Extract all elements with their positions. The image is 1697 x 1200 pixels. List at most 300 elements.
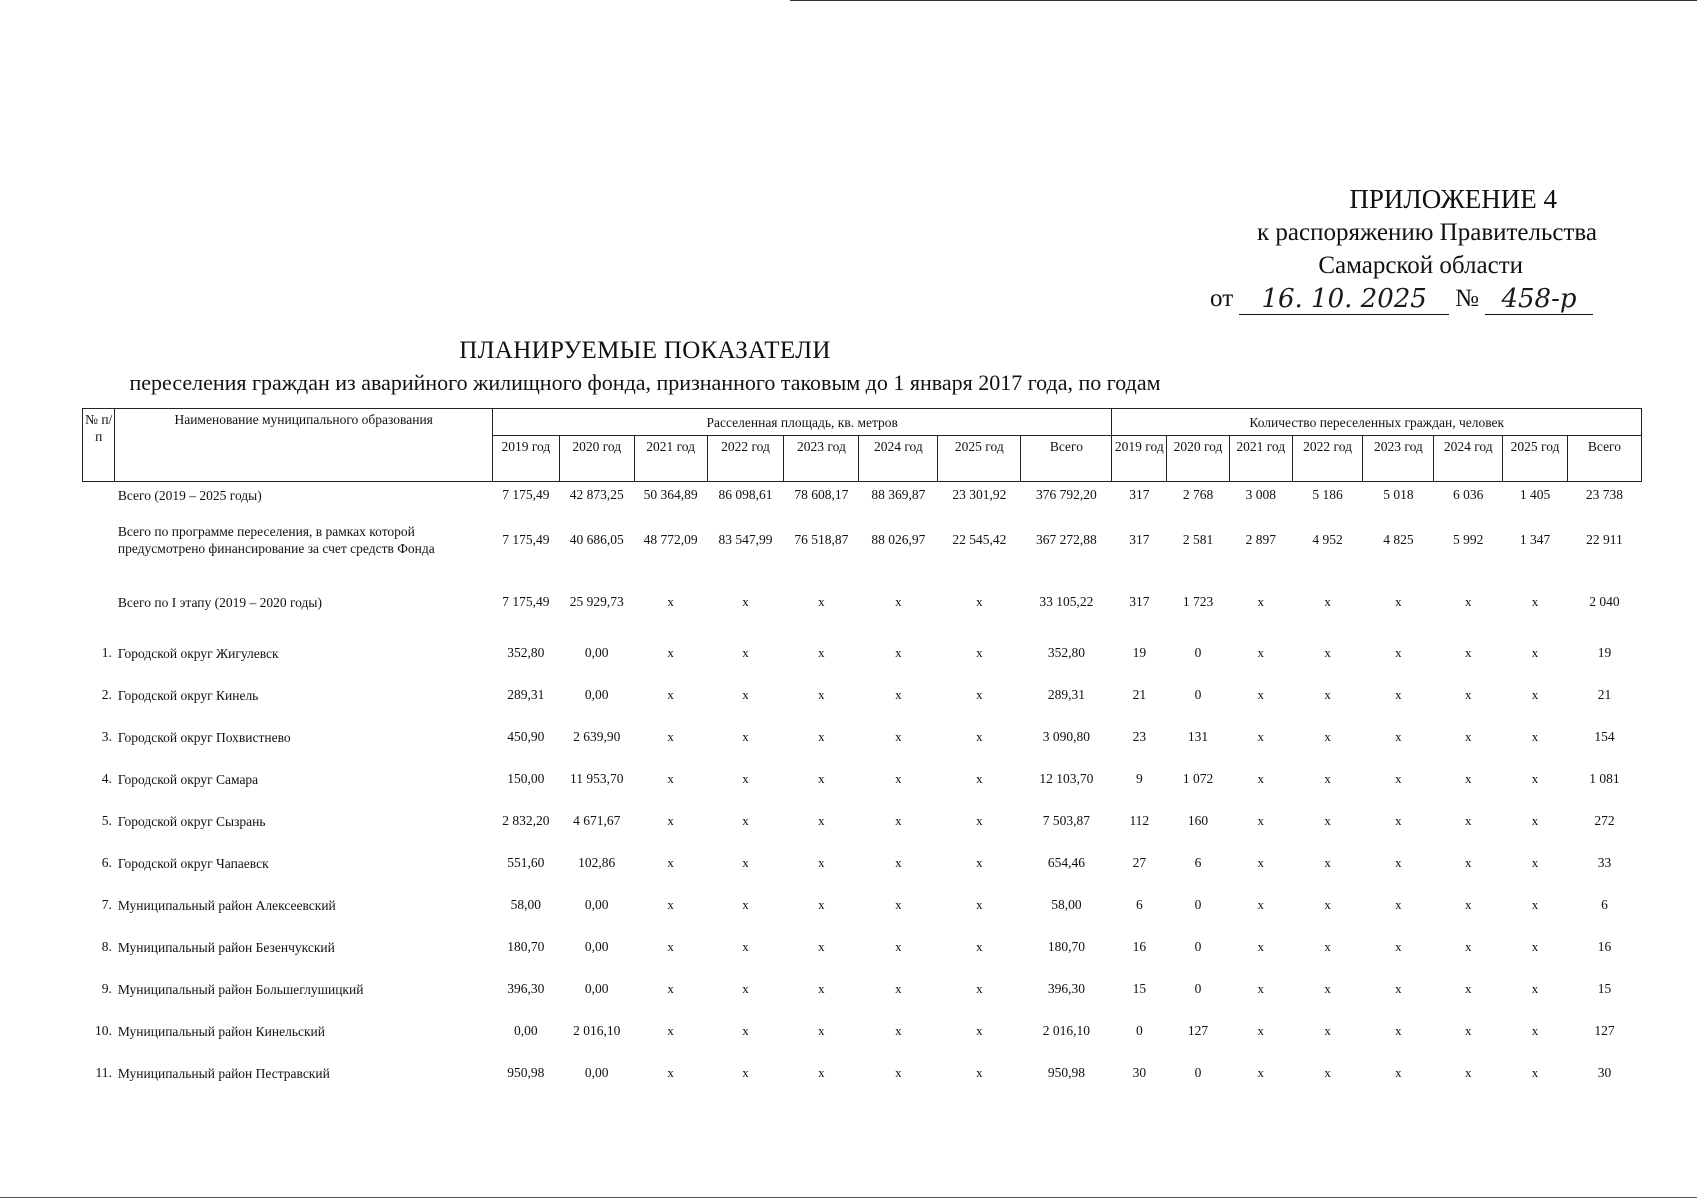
area-cell: x	[742, 939, 749, 954]
area-cell: x	[818, 939, 825, 954]
area-cell: x	[818, 771, 825, 786]
area-cell: 50 364,89	[643, 487, 698, 502]
area-cell: 352,80	[507, 645, 545, 660]
header-row-groups	[83, 409, 1642, 436]
people-cell: x	[1395, 1065, 1402, 1080]
header-people-col-1: 2020 год	[1167, 436, 1230, 482]
area-cell: 11 953,70	[569, 771, 624, 786]
people-cell: x	[1464, 687, 1472, 702]
area-cell: x	[742, 729, 749, 744]
area-cell: x	[818, 729, 825, 744]
header-area-col-5: 2024 год	[859, 436, 938, 482]
area-cell: x	[976, 729, 983, 744]
people-cell: x	[1395, 981, 1402, 996]
area-cell: x	[818, 645, 825, 660]
row-number: 11.	[95, 1065, 112, 1080]
area-cell: x	[895, 687, 902, 702]
people-cell: 127	[1594, 1023, 1615, 1038]
area-cell: 450,90	[507, 729, 545, 744]
area-cell: 86 098,61	[718, 487, 773, 502]
header-people-col-2: 2021 год	[1229, 436, 1292, 482]
area-cell: x	[895, 1065, 902, 1080]
area-cell: x	[818, 687, 825, 702]
people-cell: 6	[1601, 897, 1608, 912]
people-cell: x	[1324, 687, 1331, 702]
area-cell: x	[818, 594, 825, 609]
people-cell: x	[1464, 981, 1472, 996]
people-cell: x	[1395, 1023, 1402, 1038]
people-cell: 0	[1194, 1065, 1202, 1080]
row-number: 10.	[95, 1023, 112, 1038]
people-cell: 317	[1129, 532, 1150, 547]
table-row	[83, 716, 1642, 758]
area-cell: x	[667, 645, 674, 660]
area-cell: x	[976, 855, 983, 870]
area-cell: 396,30	[1047, 981, 1085, 996]
area-cell: x	[667, 594, 674, 609]
people-cell: x	[1531, 981, 1539, 996]
people-cell: x	[1257, 981, 1265, 996]
people-cell: x	[1324, 939, 1331, 954]
header-area-col-0: 2019 год	[492, 436, 559, 482]
people-cell: 6	[1194, 855, 1202, 870]
scan-edge-bottom	[0, 1197, 1697, 1198]
people-cell: 16	[1132, 939, 1147, 954]
number-label: №	[1455, 285, 1479, 312]
area-cell: 102,86	[578, 855, 616, 870]
row-municipality: Городской округ Сызрань	[117, 813, 266, 829]
people-cell: 19	[1132, 645, 1147, 660]
area-cell: 0,00	[584, 687, 609, 702]
header-number: № п/п	[83, 409, 115, 482]
people-cell: x	[1531, 594, 1539, 609]
people-cell: x	[1257, 1065, 1265, 1080]
area-cell: x	[742, 645, 749, 660]
header-area-col-3: 2022 год	[707, 436, 784, 482]
row-municipality: Всего (2019 – 2025 годы)	[117, 487, 262, 503]
header-area-col-7: Всего	[1021, 436, 1112, 482]
header-area-col-1: 2020 год	[559, 436, 634, 482]
area-cell: 180,70	[507, 939, 545, 954]
people-cell: 131	[1187, 729, 1209, 744]
area-cell: 7 175,49	[502, 487, 550, 502]
people-cell: 317	[1129, 487, 1150, 502]
people-cell: x	[1257, 687, 1265, 702]
table-row	[83, 508, 1642, 572]
area-cell: x	[976, 687, 983, 702]
order-number-handwritten: 458-р	[1485, 284, 1593, 315]
appendix-line-2: к распоряжению Правительства	[1256, 219, 1597, 246]
people-cell: x	[1395, 897, 1402, 912]
row-municipality: Всего по I этапу (2019 – 2020 годы)	[117, 594, 322, 610]
area-cell: x	[742, 813, 749, 828]
people-cell: x	[1395, 729, 1402, 744]
area-cell: 551,60	[507, 855, 545, 870]
area-cell: x	[818, 897, 825, 912]
area-cell: x	[667, 687, 674, 702]
table-row	[83, 842, 1642, 884]
people-cell: x	[1257, 939, 1265, 954]
people-cell: x	[1257, 897, 1265, 912]
area-cell: x	[895, 981, 902, 996]
people-cell: 0	[1194, 897, 1202, 912]
area-cell: x	[742, 1065, 749, 1080]
area-cell: x	[895, 594, 902, 609]
area-cell: x	[742, 771, 749, 786]
area-cell: x	[667, 729, 674, 744]
document-subtitle: переселения граждан из аварийного жилищного фонда, признанного таковым до 1 января 2017 года, по годам	[129, 370, 1161, 395]
area-cell: x	[818, 855, 825, 870]
people-cell: 6	[1135, 897, 1143, 912]
people-cell: 154	[1594, 729, 1615, 744]
people-cell: x	[1464, 771, 1472, 786]
area-cell: 0,00	[584, 981, 609, 996]
header-people-col-4: 2023 год	[1363, 436, 1434, 482]
people-cell: x	[1324, 1065, 1331, 1080]
area-cell: 0,00	[584, 939, 609, 954]
people-cell: 23 738	[1585, 487, 1624, 502]
document-title: ПЛАНИРУЕМЫЕ ПОКАЗАТЕЛИ	[459, 337, 831, 364]
area-cell: x	[818, 1023, 825, 1038]
area-cell: x	[895, 939, 902, 954]
area-cell: x	[818, 1065, 825, 1080]
people-cell: x	[1464, 855, 1472, 870]
people-cell: x	[1324, 594, 1331, 609]
people-cell: x	[1257, 594, 1265, 609]
area-cell: 950,98	[1047, 1065, 1085, 1080]
row-number: 6.	[101, 855, 112, 870]
people-cell: x	[1257, 1023, 1265, 1038]
area-cell: x	[742, 897, 749, 912]
header-group-people: Количество переселенных граждан, человек	[1112, 409, 1642, 436]
table-row	[83, 632, 1642, 674]
area-cell: x	[742, 855, 749, 870]
people-cell: 6 036	[1453, 487, 1484, 502]
header-people-col-5: 2024 год	[1434, 436, 1503, 482]
people-cell: x	[1464, 729, 1472, 744]
people-cell: x	[1324, 1023, 1331, 1038]
row-number: 9.	[101, 981, 112, 996]
row-number: 5.	[101, 813, 112, 828]
people-cell: x	[1324, 729, 1331, 744]
people-cell: x	[1324, 897, 1331, 912]
area-cell: x	[667, 981, 674, 996]
area-cell: 7 175,49	[502, 594, 550, 609]
header-people-col-6: 2025 год	[1503, 436, 1568, 482]
area-cell: 2 832,20	[502, 813, 550, 828]
people-cell: x	[1257, 771, 1265, 786]
appendix-title: ПРИЛОЖЕНИЕ 4	[1349, 184, 1557, 214]
people-cell: 0	[1194, 939, 1202, 954]
table-row	[83, 572, 1642, 632]
people-cell: 5 186	[1312, 487, 1343, 502]
area-cell: x	[976, 981, 983, 996]
indicators-table	[82, 408, 1642, 1094]
row-municipality: Городской округ Похвистнево	[117, 729, 291, 745]
row-number: 4.	[101, 771, 112, 786]
people-cell: x	[1395, 771, 1402, 786]
area-cell: x	[976, 645, 983, 660]
area-cell: x	[667, 771, 674, 786]
area-cell: x	[742, 594, 749, 609]
people-cell: x	[1257, 645, 1265, 660]
area-cell: 367 272,88	[1036, 532, 1097, 547]
people-cell: 0	[1135, 1023, 1143, 1038]
area-cell: x	[667, 1065, 674, 1080]
people-cell: x	[1531, 813, 1539, 828]
area-cell: 88 026,97	[871, 532, 926, 547]
area-cell: 58,00	[1051, 897, 1082, 912]
people-cell: 2 768	[1182, 487, 1214, 502]
row-municipality: Муниципальный район Большеглушицкий	[117, 981, 364, 997]
people-cell: 112	[1129, 813, 1150, 828]
people-cell: x	[1531, 729, 1539, 744]
people-cell: 21	[1597, 687, 1612, 702]
table-row	[83, 1010, 1642, 1052]
people-cell: x	[1395, 939, 1402, 954]
area-cell: 78 608,17	[794, 487, 849, 502]
area-cell: 25 929,73	[569, 594, 624, 609]
row-municipality: Городской округ Кинель	[117, 687, 259, 703]
area-cell: 48 772,09	[643, 532, 698, 547]
header-people-col-0: 2019 год	[1112, 436, 1167, 482]
area-cell: 12 103,70	[1039, 771, 1094, 786]
people-cell: 160	[1187, 813, 1209, 828]
people-cell: 27	[1132, 855, 1147, 870]
area-cell: 0,00	[584, 645, 609, 660]
area-cell: x	[818, 813, 825, 828]
appendix-block	[1177, 183, 1597, 315]
people-cell: 23	[1132, 729, 1147, 744]
row-number: 2.	[101, 687, 112, 702]
area-cell: x	[976, 1065, 983, 1080]
people-cell: 15	[1597, 981, 1612, 996]
people-cell: x	[1324, 645, 1331, 660]
area-cell: x	[976, 813, 983, 828]
area-cell: 0,00	[584, 897, 609, 912]
area-cell: x	[895, 813, 902, 828]
people-cell: x	[1531, 771, 1539, 786]
area-cell: 7 503,87	[1042, 813, 1091, 828]
area-cell: x	[742, 981, 749, 996]
table-row	[83, 758, 1642, 800]
area-cell: x	[667, 939, 674, 954]
people-cell: x	[1464, 1065, 1472, 1080]
people-cell: x	[1324, 981, 1331, 996]
header-people-col-7: Всего	[1567, 436, 1641, 482]
people-cell: 1 723	[1182, 594, 1214, 609]
people-cell: x	[1395, 645, 1402, 660]
area-cell: 7 175,49	[502, 532, 550, 547]
people-cell: 5 992	[1453, 532, 1484, 547]
people-cell: x	[1531, 897, 1539, 912]
area-cell: x	[667, 1023, 674, 1038]
area-cell: x	[895, 855, 902, 870]
row-number	[83, 508, 115, 572]
table-row	[83, 674, 1642, 716]
area-cell: 83 547,99	[718, 532, 773, 547]
area-cell: 0,00	[584, 1065, 609, 1080]
area-cell: 40 686,05	[569, 532, 624, 547]
people-cell: 3 008	[1245, 487, 1276, 502]
area-cell: 0,00	[514, 1023, 538, 1038]
row-number: 7.	[101, 897, 112, 912]
people-cell: 4 952	[1312, 532, 1343, 547]
people-cell: 1 072	[1182, 771, 1214, 786]
people-cell: x	[1395, 687, 1402, 702]
appendix-line-3: Самарской области	[1318, 252, 1523, 279]
header-municipality: Наименование муниципального образования	[115, 409, 493, 482]
people-cell: x	[1531, 1065, 1539, 1080]
area-cell: 33 105,22	[1039, 594, 1094, 609]
people-cell: x	[1395, 594, 1402, 609]
people-cell: 9	[1135, 771, 1143, 786]
people-cell: 30	[1132, 1065, 1147, 1080]
people-cell: 1 081	[1589, 771, 1620, 786]
header-area-col-2: 2021 год	[634, 436, 707, 482]
people-cell: 33	[1597, 855, 1612, 870]
area-cell: 289,31	[507, 687, 545, 702]
order-date-handwritten: 16. 10. 2025	[1239, 284, 1449, 315]
people-cell: 2 897	[1245, 532, 1276, 547]
area-cell: 2 016,10	[1042, 1023, 1091, 1038]
people-cell: 2 581	[1182, 532, 1214, 547]
people-cell: 0	[1194, 981, 1202, 996]
people-cell: x	[1257, 855, 1265, 870]
area-cell: 950,98	[507, 1065, 545, 1080]
people-cell: x	[1464, 897, 1472, 912]
area-cell: 396,30	[507, 981, 545, 996]
header-area-col-4: 2023 год	[784, 436, 859, 482]
area-cell: x	[818, 981, 825, 996]
area-cell: 2 016,10	[573, 1023, 621, 1038]
area-cell: x	[667, 813, 674, 828]
area-cell: x	[976, 897, 983, 912]
row-municipality: Муниципальный район Пестравский	[117, 1065, 330, 1081]
row-municipality: Городской округ Чапаевск	[117, 855, 269, 871]
area-cell: x	[895, 645, 902, 660]
header-area-col-6: 2025 год	[938, 436, 1021, 482]
row-municipality: Муниципальный район Безенчукский	[117, 939, 335, 955]
area-cell: 654,46	[1047, 855, 1085, 870]
table-row	[83, 1052, 1642, 1094]
people-cell: x	[1464, 594, 1472, 609]
row-number: 8.	[101, 939, 112, 954]
area-cell: 88 369,87	[871, 487, 926, 502]
area-cell: 180,70	[1047, 939, 1085, 954]
area-cell: 150,00	[507, 771, 545, 786]
row-number	[83, 482, 115, 509]
table-row	[83, 968, 1642, 1010]
people-cell: x	[1257, 729, 1265, 744]
people-cell: x	[1531, 855, 1539, 870]
row-municipality: Муниципальный район Кинельский	[117, 1023, 325, 1039]
people-cell: x	[1531, 645, 1539, 660]
row-municipality: Муниципальный район Алексеевский	[117, 897, 336, 913]
people-cell: x	[1464, 645, 1472, 660]
area-cell: x	[895, 729, 902, 744]
appendix-order-line	[1177, 282, 1597, 315]
area-cell: 58,00	[510, 897, 542, 912]
table-row	[83, 800, 1642, 842]
people-cell: x	[1395, 813, 1402, 828]
people-cell: 272	[1594, 813, 1615, 828]
table-row	[83, 482, 1642, 509]
area-cell: x	[976, 939, 983, 954]
row-municipality: Городской округ Жигулевск	[117, 645, 279, 661]
people-cell: 127	[1187, 1023, 1209, 1038]
area-cell: 76 518,87	[794, 532, 849, 547]
area-cell: x	[667, 855, 674, 870]
people-cell: 22 911	[1586, 532, 1623, 547]
people-cell: x	[1531, 687, 1539, 702]
area-cell: 352,80	[1047, 645, 1085, 660]
area-cell: 23 301,92	[952, 487, 1007, 502]
scan-edge-top	[790, 0, 1697, 1]
area-cell: x	[976, 771, 983, 786]
table-row	[83, 926, 1642, 968]
people-cell: 30	[1597, 1065, 1612, 1080]
area-cell: 289,31	[1047, 687, 1085, 702]
people-cell: 0	[1194, 687, 1202, 702]
people-cell: x	[1395, 855, 1402, 870]
row-municipality: Городской округ Самара	[117, 771, 259, 787]
area-cell: x	[976, 1023, 983, 1038]
people-cell: 1 405	[1519, 487, 1551, 502]
people-cell: 5 018	[1383, 487, 1414, 502]
area-cell: 4 671,67	[573, 813, 621, 828]
area-cell: 376 792,20	[1036, 487, 1097, 502]
area-cell: 3 090,80	[1042, 729, 1091, 744]
people-cell: 16	[1597, 939, 1612, 954]
row-number	[83, 572, 115, 632]
area-cell: x	[976, 594, 983, 609]
from-label: от	[1210, 285, 1234, 312]
people-cell: 19	[1597, 645, 1612, 660]
row-number: 3.	[101, 729, 112, 744]
row-municipality: Всего по программе переселения, в рамках которой предусмотрено финансирование за счет средств Фонда	[117, 524, 435, 556]
people-cell: x	[1531, 1023, 1539, 1038]
area-cell: x	[742, 687, 749, 702]
people-cell: 4 825	[1383, 532, 1414, 547]
people-cell: x	[1464, 813, 1472, 828]
area-cell: 42 873,25	[569, 487, 624, 502]
people-cell: x	[1531, 939, 1539, 954]
people-cell: x	[1257, 813, 1265, 828]
people-cell: 0	[1194, 645, 1202, 660]
header-group-area: Расселенная площадь, кв. метров	[492, 409, 1112, 436]
people-cell: 317	[1129, 594, 1150, 609]
area-cell: x	[895, 1023, 902, 1038]
area-cell: x	[667, 897, 674, 912]
area-cell: x	[895, 771, 902, 786]
area-cell: x	[742, 1023, 749, 1038]
people-cell: x	[1464, 1023, 1472, 1038]
area-cell: 22 545,42	[952, 532, 1007, 547]
row-number: 1.	[101, 645, 112, 660]
people-cell: 2 040	[1589, 594, 1620, 609]
people-cell: 15	[1132, 981, 1147, 996]
people-cell: 21	[1132, 687, 1147, 702]
people-cell: 1 347	[1519, 532, 1551, 547]
header-people-col-3: 2022 год	[1292, 436, 1363, 482]
area-cell: 2 639,90	[573, 729, 621, 744]
people-cell: x	[1324, 855, 1331, 870]
people-cell: x	[1324, 771, 1331, 786]
people-cell: x	[1324, 813, 1331, 828]
area-cell: x	[895, 897, 902, 912]
table-row	[83, 884, 1642, 926]
